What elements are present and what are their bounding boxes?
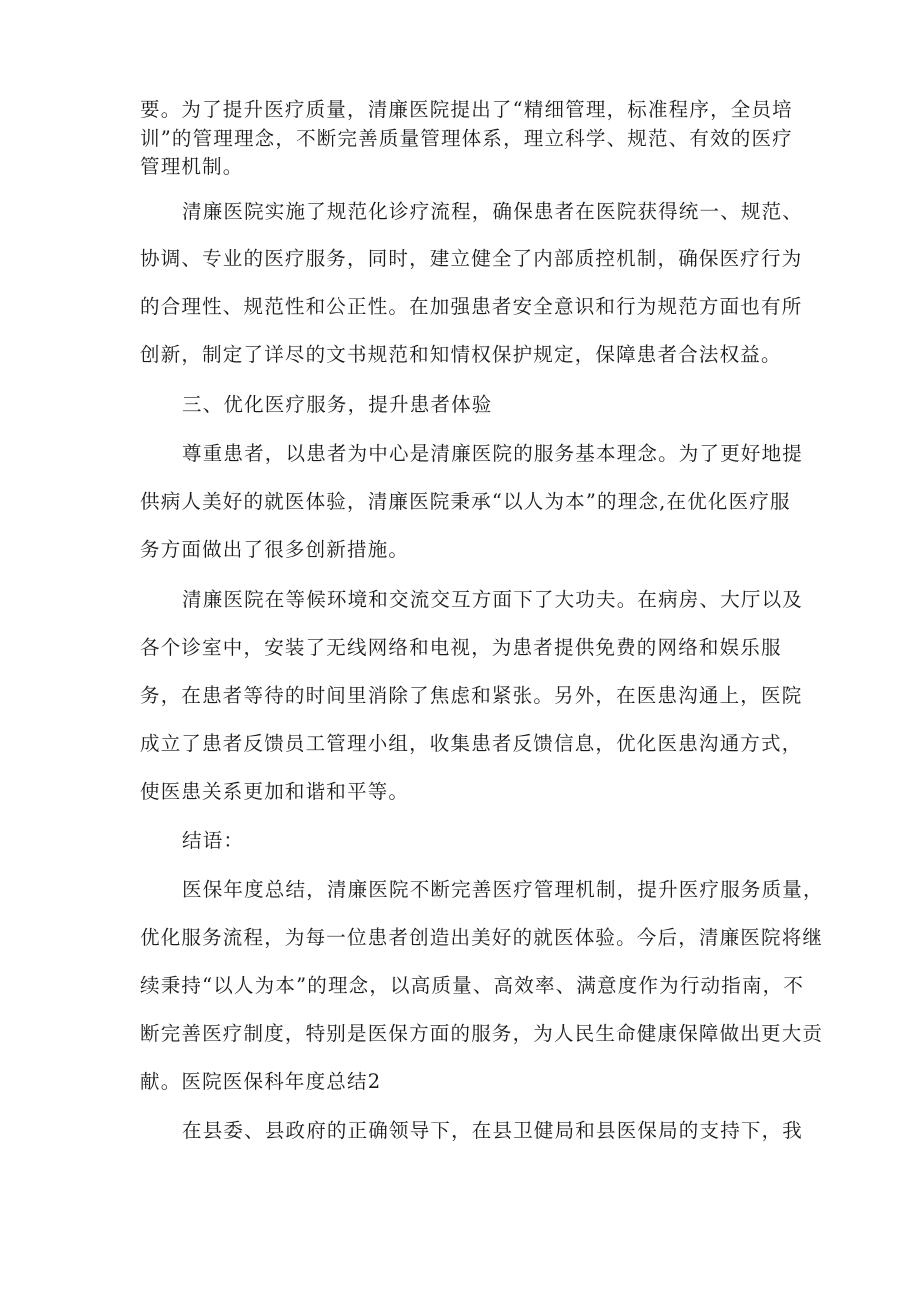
- paragraph-line: 协调、专业的医疗服务，同时，建立健全了内部质控机制，确保医疗行为: [140, 247, 803, 270]
- paragraph-line: 的合理性、规范性和公正性。在加强患者安全意识和行为规范方面也有所: [140, 295, 803, 318]
- paragraph-line: 清廉医院在等候环境和交流交互方面下了大功夫。在病房、大厅以及: [182, 588, 804, 611]
- paragraph-line: 训”的管理理念，不断完善质量管理体系，理立科学、规范、有效的医疗: [140, 127, 793, 150]
- paragraph-line: 创新，制定了详尽的文书规范和知情权保护规定，保障患者合法权益。: [140, 343, 782, 366]
- paragraph-line: 献。医院医保科年度总结2: [140, 1070, 382, 1093]
- paragraph-line: 医保年度总结，清廉医院不断完善医疗管理机制，提升医疗服务质量，: [182, 878, 824, 901]
- paragraph-line: 务方面做出了很多创新措施。: [140, 538, 410, 561]
- paragraph-line: 断完善医疗制度，特别是医保方面的服务，为人民生命健康保障做出更大贡: [140, 1022, 824, 1045]
- paragraph-line: 在县委、县政府的正确领导下，在县卫健局和县医保局的支持下，我: [182, 1119, 804, 1142]
- paragraph-line: 要。为了提升医疗质量，清廉医院提出了“精细管理，标准程序，全员培: [140, 98, 793, 121]
- conclusion-heading: 结语：: [182, 829, 245, 852]
- paragraph-line: 尊重患者，以患者为中心是清廉医院的服务基本理念。为了更好地提: [182, 442, 804, 465]
- paragraph-line: 供病人美好的就医体验，清廉医院秉承“以人为本”的理念,在优化医疗服: [140, 490, 791, 513]
- paragraph-line: 续秉持“以人为本”的理念，以高质量、高效率、满意度作为行动指南，不: [140, 974, 805, 997]
- paragraph-line: 各个诊室中，安装了无线网络和电视，为患者提供免费的网络和娱乐服: [140, 636, 782, 659]
- section-heading: 三、优化医疗服务，提升患者体验: [182, 393, 493, 416]
- paragraph-line: 使医患关系更加和谐和平等。: [140, 780, 410, 803]
- paragraph-line: 优化服务流程，为每一位患者创造出美好的就医体验。今后，清廉医院将继: [140, 926, 824, 949]
- paragraph-line: 务，在患者等待的时间里消除了焦虑和紧张。另外，在医患沟通上，医院: [140, 684, 803, 707]
- paragraph-line: 清廉医院实施了规范化诊疗流程，确保患者在医院获得统一、规范、: [182, 200, 804, 223]
- paragraph-line: 成立了患者反馈员工管理小组，收集患者反馈信息，优化医患沟通方式，: [140, 732, 803, 755]
- paragraph-line: 管理机制。: [140, 155, 244, 178]
